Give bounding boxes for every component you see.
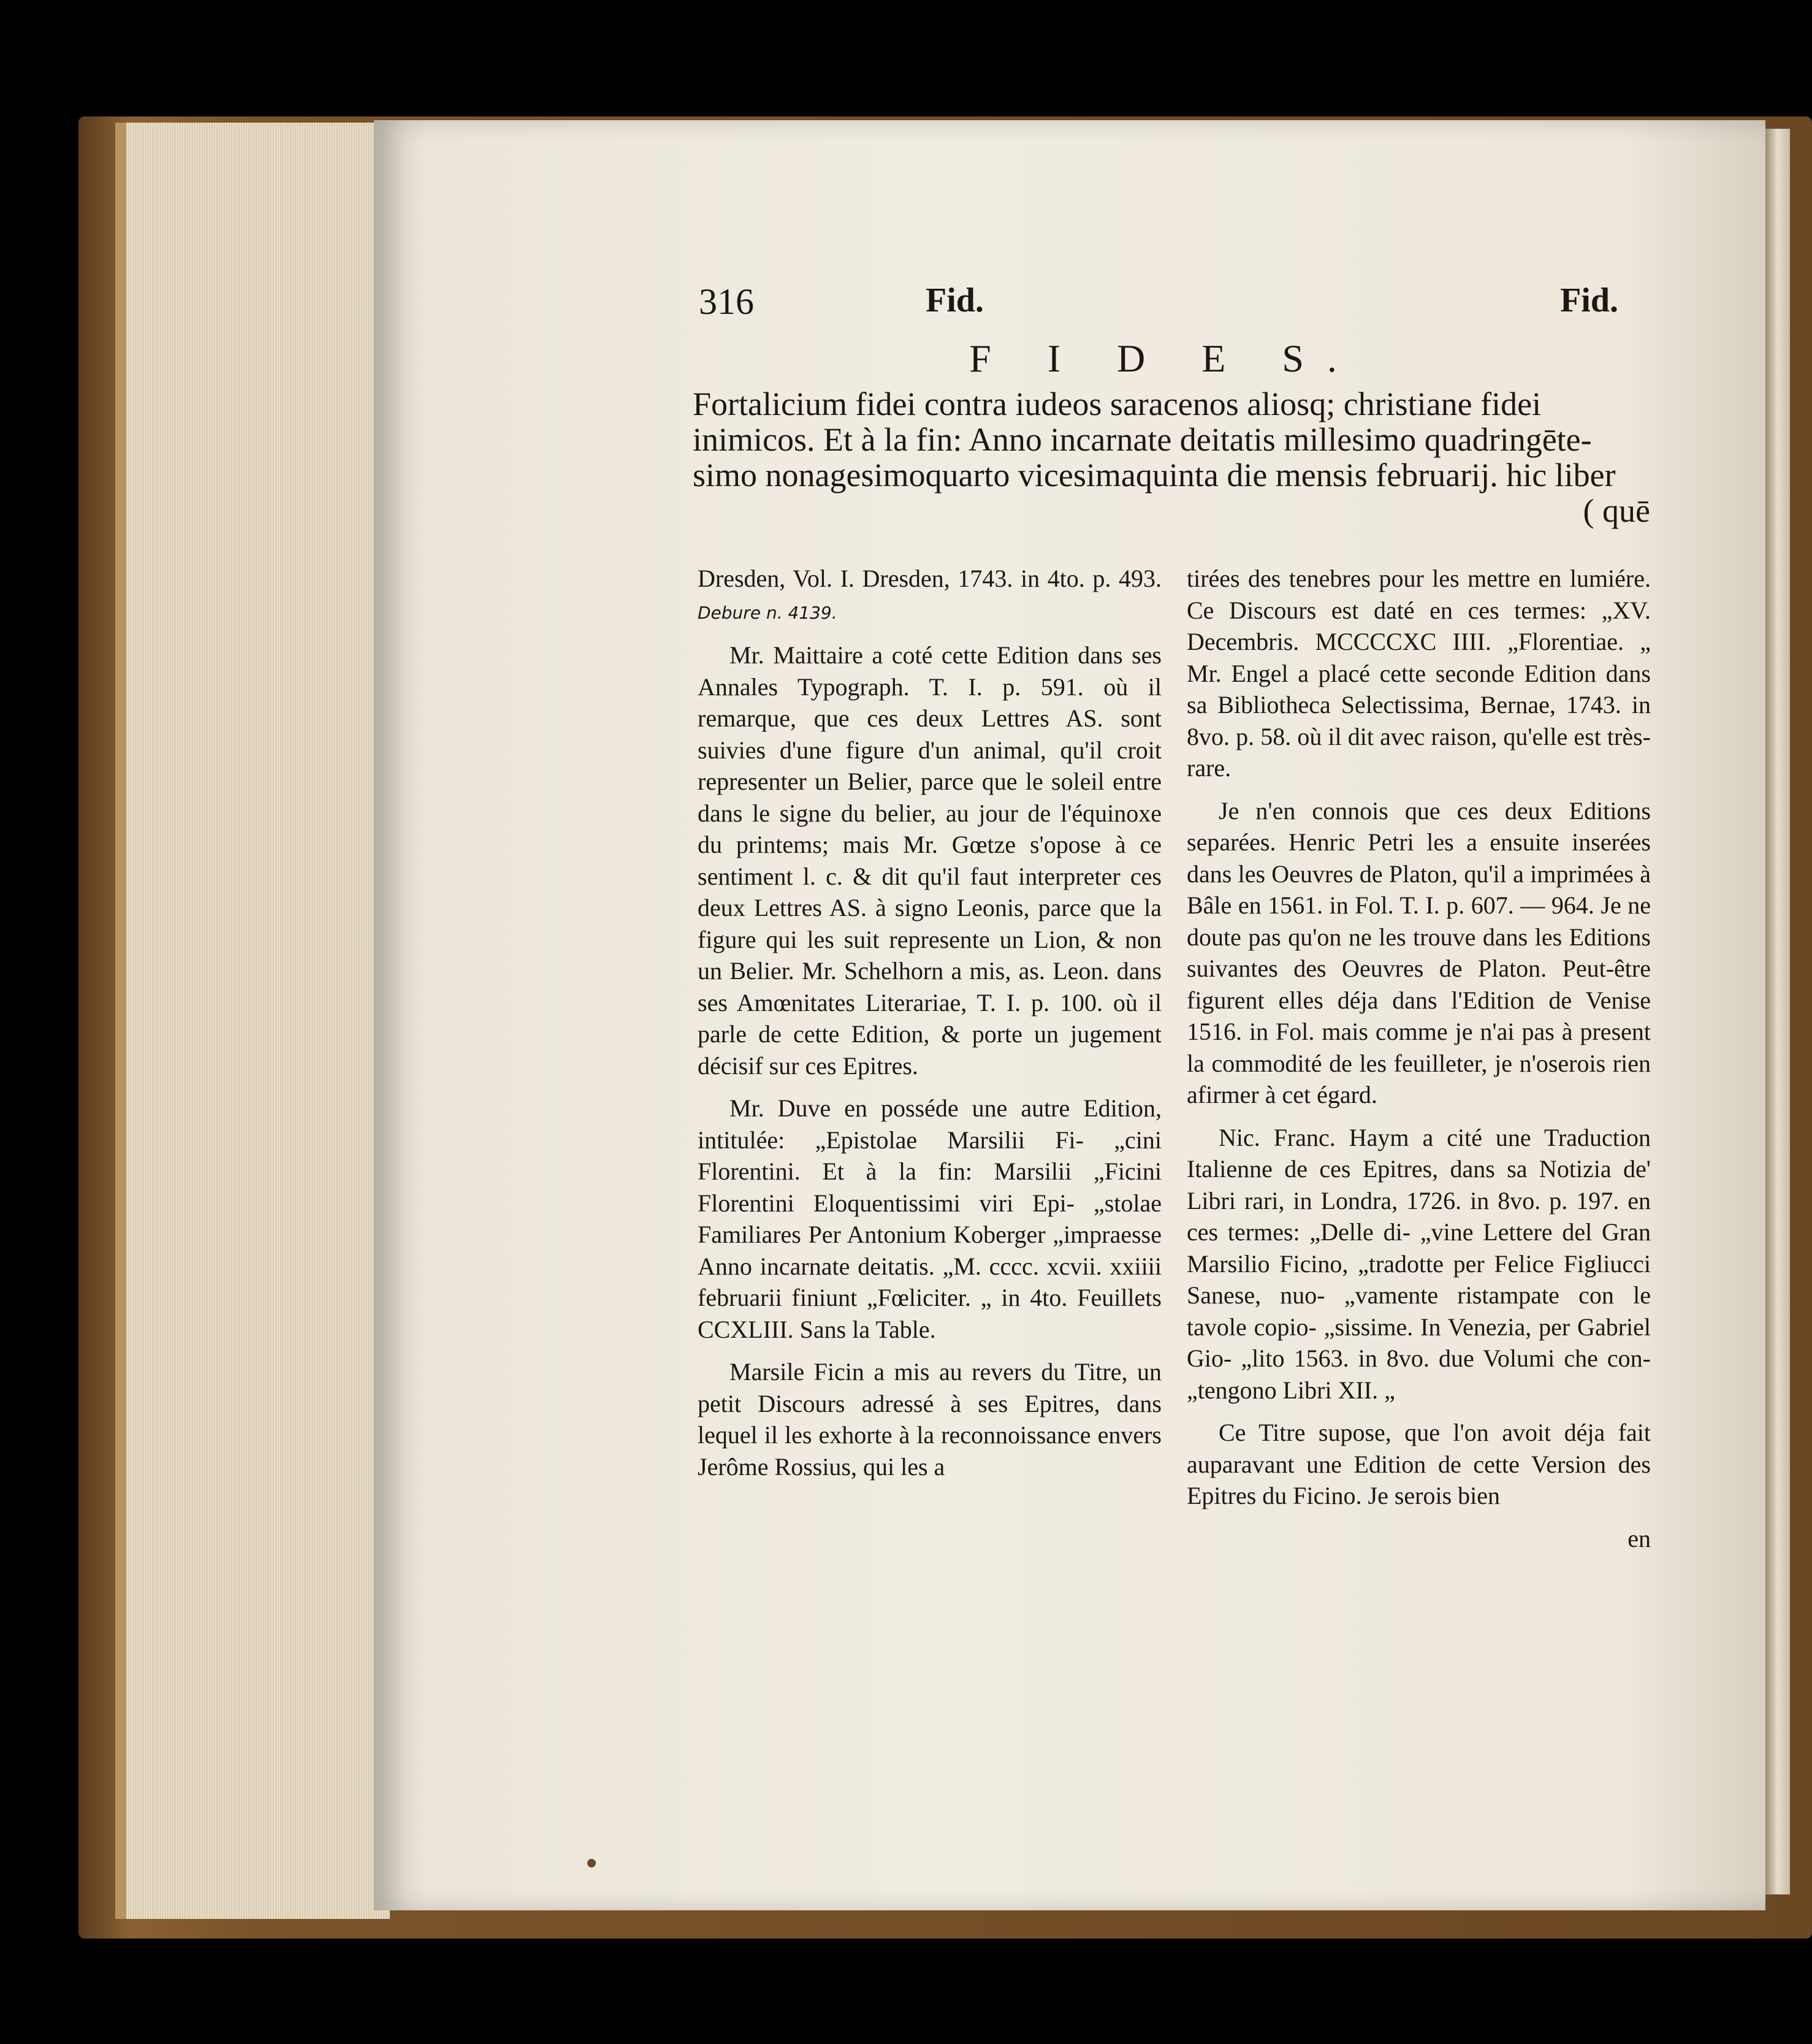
page-header bbox=[693, 281, 1637, 324]
running-head-left: Fid. bbox=[926, 281, 984, 319]
handwritten-note: Debure n. 4139. bbox=[698, 602, 837, 623]
left-paragraph-4: Marsile Ficin a mis au revers du Titre, un petit Discours adressé à ses Epitres, dans lequel il les exhorte à la reconnoissance envers Jerôme Rossius, qui les a bbox=[698, 1358, 1162, 1481]
ink-blot bbox=[587, 1859, 596, 1867]
left-column bbox=[698, 563, 1162, 1493]
left-paragraph-1-text: Dresden, Vol. I. Dresden, 1743. in 4to. p. 493. bbox=[698, 565, 1162, 592]
right-paragraph-4: Ce Titre supose, que l'on avoit déja fait auparavant une Edition de cette Version des Epitres du Ficino. Je serois bien bbox=[1187, 1419, 1651, 1509]
running-head-right: Fid. bbox=[1560, 281, 1618, 319]
right-catchword: en bbox=[1627, 1524, 1651, 1552]
intro-line-3: simo nonagesimoquarto vicesimaquinta die mensis februarij. hic liber bbox=[693, 457, 1616, 494]
left-paragraph-3: Mr. Duve en posséde une autre Edition, intitulée: „Epistolae Marsilii Fi- „cini Florentini. Et à la fin: Marsilii „Ficini Florentini Eloquentissimi viri Epi- „stolae Familiares Per Antonium Koberger „impraesse Anno incarnate deitatis. „M. cccc. xcvii. xxiiii februarii finiunt „Fœliciter. „ in 4to. Feuillets CCXLIII. Sans la Table. bbox=[698, 1094, 1162, 1343]
intro-line-2: inimicos. Et à la fin: Anno incarnate deitatis millesimo quadringēte- bbox=[693, 421, 1592, 458]
page-number: 316 bbox=[699, 281, 754, 322]
facing-page-edge bbox=[1765, 129, 1790, 1894]
right-column bbox=[1187, 563, 1651, 1554]
left-paragraph-2: Mr. Maittaire a coté cette Edition dans ses Annales Typograph. T. I. p. 591. où il remarque, que ces deux Lettres AS. sont suivies d'une figure d'un animal, qu'il croit representer un Belier, parce que le soleil entre dans le signe du belier, au jour de l'équinoxe du printems; mais Mr. Gœtze s'opose à ce sentiment l. c. & dit qu'il faut interpreter ces deux Lettres AS. à signo Leonis, parce que la figure qui les suit represente un Lion, & non un Belier. Mr. Schelhorn a mis, as. Leon. dans ses Amœnitates Literariae, T. I. p. 100. où il parle de cette Edition, & porte un jugement décisif sur ces Epitres. bbox=[698, 641, 1162, 1080]
section-title: F I D E S. bbox=[969, 337, 1360, 380]
right-paragraph-2: Je n'en connois que ces deux Editions separées. Henric Petri les a ensuite inserées dans les Oeuvres de Platon, qu'il a imprimées à Bâle en 1561. in Fol. T. I. p. 607. — 964. Je ne doute pas qu'on ne les trouve dans les Editions suivantes des Oeuvres de Platon. Peut-être figurent elles déja dans l'Edition de Venise 1516. in Fol. mais comme je n'ai pas à present la commodité de les feuilleter, je n'oserois rien afirmer à cet égard. bbox=[1187, 796, 1651, 1108]
page-edges bbox=[115, 123, 390, 1919]
right-paragraph-3: Nic. Franc. Haym a cité une Traduction Italienne de ces Epitres, dans sa Notizia de' Libri rari, in Londra, 1726. in 8vo. p. 197. en ces termes: „Delle di- „vine Lettere del Gran Marsilio Ficino, „tradotte per Felice Figliucci Sanese, nuo- „vamente ristampate con le tavole copio- „sissime. In Venezia, per Gabriel Gio- „lito 1563. in 8vo. due Volumi che con- „tengono Libri XII. „ bbox=[1187, 1123, 1651, 1404]
intro-line-1: Fortalicium fidei contra iudeos saracenos aliosq; christiane fidei bbox=[693, 386, 1542, 422]
intro-entry bbox=[693, 386, 1650, 528]
intro-catchword: ( quē bbox=[1583, 492, 1650, 529]
right-paragraph-1: tirées des tenebres pour les mettre en lumiére. Ce Discours est daté en ces termes: „XV. Decembris. MCCCCXC IIII. „Florentiae. „ Mr. Engel a placé cette seconde Edition dans sa Bibliotheca Selectissima, Bernae, 1743. in 8vo. p. 58. où il dit avec raison, qu'elle est très-rare. bbox=[1187, 565, 1651, 782]
left-paragraph-1 bbox=[698, 563, 1162, 628]
